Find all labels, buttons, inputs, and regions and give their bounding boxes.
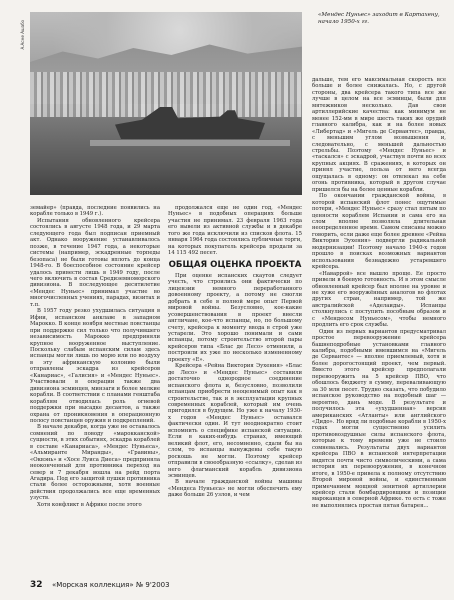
paragraph: Крейсера «Рейна Виктория Эухения» «Блас де Лесо» и «Мендес Нуньес» составили достаточно однородное соединение испанского флота и, безусловно, позволили испанцам приобрести неоценимый опыт как в строительстве, так и в эксплуатации крупных современных кораблей, который им очень пригодился в будущем. Но уже к началу 1930-х годов «Мендес Нуньес» оставался фактически один. И тут неоднократно стоит вспомнить о специфике испанской ситуации. Если в каких-нибудь странах, имеющий великий флот, его, несомненно, сдали бы на слом, то испанцы вынуждены себе такую роскошь не могли. Поэтому крейсер отправили в своеобразную «ссылку», сделав из него флагманский корабль дивизиона эсминцев. bbox=[168, 363, 302, 479]
photo-wake bbox=[90, 140, 290, 146]
ship-photo bbox=[30, 12, 302, 195]
paragraph: Испытания обновленного крейсера состоялись в августе 1948 года, и 29 марта следующего года был подписан приемный акт. Однако вооружение устанавливалось позже, в течение 1947 года, а некоторые системы (например, эскадренные торпеды безопаса) не были готовы вплоть до конца 1948-го. В боеспособное состояние крейсер удалось привести лишь в 1949 году, после чего включить в состав Средиземноморского дивизиона. В последующее десятилетие «Мендес Нуньес» принимал участие во многочисленных учениях, парадах, визитах и т.п. bbox=[30, 217, 160, 308]
paragraph: По окончании гражданской войны, в которой испанский флот понес ощутимые потери, «Мендес Нуньес» сразу стал пятым по ценности кораблем Испании и сама его на слом вполне позволяла длительная неопределенное время. Самом списаны можно говорить, если даже еще более древнее «Рейна Виктория Эухения» подвергли радикальной модернизации! Поэтому начало 1940-х годов прошло в поисках возможных вариантов использования безнадежно устаревшего крейсера. bbox=[312, 193, 447, 271]
page-footer bbox=[30, 580, 446, 594]
paragraph: «Наваррой» все вышло проще. Ее просто привели в боевую готовность. И в этом смысле обновленный крейсер был вполне на уровне и не хуже его вооружённых аналогов во флотах других стран, например, той же австралийской «Аделаиды». Испанцы столкнулись с поступить пособным образом и с «Мендесом Нуньесом», чтобы немного продлить его срок службы. bbox=[312, 270, 446, 329]
paragraph: В 1957 году резко ухудшилась ситуация в Ифни, испанском анклаве в западном Марокко. В конце ноября местные повстанцы при поддержке сил только что получившего независимость Марокко предприняли крупное вооруженное выступление. Поскольку слабым испанским силам здесь испанцы могли лишь по морю или по воздуху в эту африканскую колонию были отправлены эскадра из крейсеров «Канариас», «Галисия» и «Мендес Нуньес». Участвовали в операции также два дивизиона эсминцев, минзаги и более мелкие корабли. В соответствии с планами генштаба кораблям отводилась роль огневой поддержки при высадке десантов, а также охрана от проникновения в операционную полосу повстанцев оружия и подкреплений. bbox=[30, 308, 161, 424]
text-column-2 bbox=[168, 205, 302, 499]
section-heading: ОБЩАЯ ОЦЕНКА ПРОЕКТА bbox=[168, 259, 302, 270]
paragraph: В начале гражданской войны машины «Мендеса Нуньеса» не могли обеспечить ему даже больше 26 узлов, и чем bbox=[168, 479, 302, 499]
photo-caption: «Мендес Нуньес» заходит в Картахену, начало 1950-х гг. bbox=[318, 12, 440, 25]
photo-credit: А.Асме Ашабо bbox=[20, 20, 25, 50]
text-column-1 bbox=[30, 205, 160, 508]
magazine-title: «Морская коллекция» № 9'2003 bbox=[52, 581, 170, 589]
paragraph: продолжался еще не один год, «Мендес Нуньес» в подобных операциях больше участия не принимал. 23 февраля 1963 года его вывели из активной службы и в декабре того же года исключили из списков флота. 15 января 1964 года состоялись публичные торги, на которых покупатель крейсера продали за 14 115 492 песет. bbox=[168, 205, 302, 257]
page-number: 32 bbox=[30, 580, 43, 590]
paragraph: Хотя конфликт в Африке после этого bbox=[37, 501, 142, 508]
paragraph: Один из первых вариантов предусматривал простое перевооружение крейсера башнеподробные установками главного калибра, подобными имевшимся на «Мигель де Сервантес» — вполне приемлемый, хотя и более дорогостоящий проект, чем первый. Вместо этого крейсер предполагали перевооружить на 5 крейсер ПВО, что обошлось бюджету в сумму, переваливающую за 30 млн песет. Трудно сказать, что побудило испанское руководство на подобный шаг — вероятно, дань моде. В результате и получилось эта «ухудшенная» версия американских «Атланты» или английского «Дидо». Но вряд ли подобные корабли в 1950-х годах могли существенно усилить противовоздушные силы испанского флота, которые к тому времени уже не стоило сомневались. Результаты двух вариантов крейсера ПВО в испанской интерпретации видятся почти чисто символическими, а сама история их перевооружения, в конечном итоге, в 1950-е привела к полному отсутствию Второй мировой войны, и единственным примечанием мощной зенитной артиллерии крейсер стали бомбардировщики и позиции мароканцев в северной Африке. то есть с тоже не выполнялись простая пятая батарея... bbox=[312, 328, 446, 509]
paragraph: земайер» (правда, последние появились на корабле только в 1949 г.). bbox=[30, 205, 160, 218]
paragraph: При оценке испанских скаутов следует учесть, что строились они фактически по лицензии немного переработанного довоенному проекту, а потому не смогли добрать в себе в полной мере опыт Первой мировой войны. Безусловно, кое-какие усовершенствования в проект внесли англичане, кое-что испанцы, но, по большому счету, крейсера к моменту ввода в строй уже устарели. Это хорошо понимали и сами испанцы, потому строительство второй пары крейсеров типа «Блас де Лесо» отменили, а построили их уже по несколько измененному проекту «Е». bbox=[168, 272, 302, 363]
paragraph: В начале декабря, когда уже не оставалось сомнений по поводу «марокканской» сущности, в этих событиях, эскадра кораблей в составе «Канариаса», «Мендес Нуньеса», «Альмиранте Миранды», «Гравины», «Оквэнь» и «Хосе Луиса Диеса» предприняла неоконченный для противника переход на север и 7 декабря вошла на рейд порта Агадира. Под его защитой пушки противника стали более осторожными, хотя военные действия продолжались все еще временных узуств. bbox=[30, 424, 160, 502]
paragraph: дальше, тем его максимальная скорость все больше и более снижалась. Но, с другой стороны, два крейсера такого типа все же лучше в целом на все эсминцы, были для мятежников несколько. Дав свои артиллерийские качества: как минимум не менее 152-мм в мире шесть таких же орудий главного калибра, как и на более новых «Либертад» и «Мигель де Сервантес», правда, с меньшим углом возвышения и, следовательно, с меньшей дальностью стрельбы. Поэтому «Мендес Нуньес» и «таскался» с эскадрой, участвуя почти во всех крупных акциях. В сражениях, в которых он принял участие, польза от него всегда ощущалась в одному: он отвлекал на себя огонь противника, который в другом случае пришелся бы на более ценные корабли. bbox=[312, 77, 446, 193]
text-column-3 bbox=[312, 77, 446, 509]
